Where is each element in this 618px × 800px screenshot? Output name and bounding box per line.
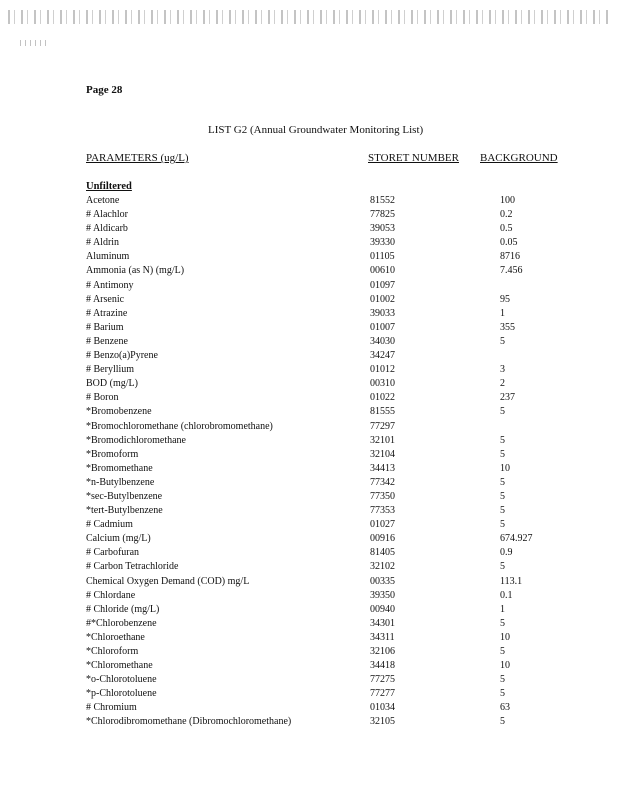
storet-cell: 32101: [370, 434, 395, 446]
table-row: [0, 250, 618, 264]
parameter-cell: *Chlorodibromomethane (Dibromochloromethane): [86, 716, 292, 728]
storet-cell: 77825: [370, 209, 395, 221]
page-number: Page 28: [86, 84, 123, 96]
storet-cell: 81552: [370, 195, 395, 206]
storet-cell: 77297: [370, 420, 395, 432]
background-cell: 355: [500, 321, 515, 333]
table-row: [0, 575, 618, 589]
storet-cell: 32104: [370, 448, 395, 460]
parameter-cell: *Bromoform: [86, 448, 139, 460]
parameter-cell: # Cadmium: [86, 519, 133, 531]
table-row: [0, 293, 618, 307]
parameter-cell: *tert-Butylbenzene: [86, 505, 163, 517]
table-row: [0, 391, 618, 405]
background-cell: 0.5: [500, 223, 513, 235]
table-row: [0, 490, 618, 504]
parameter-cell: # Antimony: [86, 279, 134, 291]
background-cell: 5: [500, 448, 505, 460]
parameter-cell: Acetone: [86, 195, 120, 206]
storet-cell: 01022: [370, 392, 395, 404]
parameter-cell: # Benzo(a)Pyrene: [86, 350, 158, 362]
table-row: [0, 377, 618, 391]
table-row: [0, 560, 618, 574]
parameter-cell: # Carbofuran: [86, 547, 140, 559]
parameter-cell: *Chloroform: [86, 646, 139, 657]
parameter-cell: Calcium (mg/L): [86, 533, 151, 545]
table-row: [0, 335, 618, 349]
storet-cell: 34418: [370, 660, 395, 672]
storet-cell: 01002: [370, 293, 395, 305]
background-cell: 5: [500, 476, 505, 488]
parameter-cell: BOD (mg/L): [86, 378, 138, 390]
background-cell: 5: [500, 406, 505, 418]
storet-cell: 32106: [370, 646, 395, 657]
background-cell: 0.9: [500, 547, 513, 559]
background-cell: 63: [500, 702, 510, 714]
table-row: [0, 715, 618, 729]
storet-cell: 77275: [370, 674, 395, 686]
table-row: [0, 405, 618, 419]
scan-noise-top: [8, 10, 608, 24]
storet-cell: 34413: [370, 462, 395, 474]
background-cell: 1: [500, 307, 505, 319]
storet-cell: 77277: [370, 688, 395, 700]
storet-cell: 77342: [370, 476, 395, 488]
storet-cell: 34311: [370, 631, 395, 643]
storet-cell: 00940: [370, 603, 395, 615]
background-cell: 5: [500, 519, 505, 531]
background-cell: 1: [500, 603, 505, 615]
storet-cell: 81405: [370, 547, 395, 559]
background-cell: 2: [500, 378, 505, 390]
parameter-cell: *Bromodichloromethane: [86, 434, 186, 446]
parameter-cell: # Chlordane: [86, 589, 136, 601]
parameter-table: [0, 194, 618, 730]
storet-cell: 39350: [370, 589, 395, 601]
table-row: [0, 307, 618, 321]
table-row: [0, 194, 618, 208]
parameter-cell: # Chromium: [86, 702, 137, 714]
table-row: [0, 462, 618, 476]
storet-cell: 00335: [370, 575, 395, 587]
table-row: [0, 208, 618, 222]
parameter-cell: Ammonia (as N) (mg/L): [86, 265, 185, 277]
table-row: [0, 349, 618, 363]
storet-cell: 32102: [370, 561, 395, 573]
parameter-cell: # Aldrin: [86, 237, 120, 249]
storet-cell: 39053: [370, 223, 395, 235]
parameter-cell: *o-Chlorotoluene: [86, 674, 157, 686]
storet-cell: 00310: [370, 378, 395, 390]
background-cell: 3: [500, 364, 505, 376]
table-row: [0, 617, 618, 631]
parameter-cell: # Alachlor: [86, 209, 128, 221]
table-row: [0, 420, 618, 434]
background-cell: 113.1: [500, 575, 523, 587]
parameter-cell: # Chloride (mg/L): [86, 603, 160, 615]
background-cell: 674.927: [500, 533, 533, 545]
parameter-cell: *sec-Butylbenzene: [86, 490, 163, 502]
storet-cell: 01105: [370, 251, 395, 263]
storet-cell: 39330: [370, 237, 395, 249]
parameter-cell: # Arsenic: [86, 293, 125, 305]
table-row: [0, 532, 618, 546]
background-cell: 5: [500, 674, 505, 686]
background-cell: 5: [500, 617, 505, 629]
table-row: [0, 363, 618, 377]
table-row: [0, 321, 618, 335]
storet-cell: 01012: [370, 364, 395, 376]
parameter-cell: # Carbon Tetrachloride: [86, 561, 179, 573]
background-cell: 5: [500, 561, 505, 573]
background-cell: 5: [500, 646, 505, 657]
storet-cell: 39033: [370, 307, 395, 319]
storet-cell: 77353: [370, 505, 395, 517]
background-cell: 95: [500, 293, 510, 305]
storet-cell: 32105: [370, 716, 395, 728]
storet-cell: 77350: [370, 490, 395, 502]
parameter-cell: *Chloromethane: [86, 660, 153, 672]
table-row: [0, 504, 618, 518]
background-cell: 5: [500, 716, 505, 728]
parameter-cell: # Barium: [86, 321, 124, 333]
table-row: [0, 589, 618, 603]
parameter-cell: # Aldicarb: [86, 223, 128, 235]
background-cell: 0.1: [500, 589, 513, 601]
table-row: [0, 279, 618, 293]
column-header-parameters: PARAMETERS (ug/L): [86, 152, 189, 164]
parameter-cell: #*Chlorobenzene: [86, 617, 157, 629]
storet-cell: 00916: [370, 533, 395, 545]
table-row: [0, 673, 618, 687]
storet-cell: 34301: [370, 617, 395, 629]
storet-cell: 81555: [370, 406, 395, 418]
table-row: [0, 645, 618, 659]
table-row: [0, 603, 618, 617]
table-row: [0, 518, 618, 532]
storet-cell: 01027: [370, 519, 395, 531]
background-cell: 10: [500, 660, 510, 672]
storet-cell: 00610: [370, 265, 395, 277]
table-row: [0, 701, 618, 715]
parameter-cell: # Boron: [86, 392, 119, 404]
background-cell: 237: [500, 392, 515, 404]
parameter-cell: Aluminum: [86, 251, 130, 263]
background-cell: 0.2: [500, 209, 513, 221]
table-row: [0, 264, 618, 278]
background-cell: 5: [500, 490, 505, 502]
parameter-cell: # Atrazine: [86, 307, 128, 319]
table-row: [0, 236, 618, 250]
table-row: [0, 659, 618, 673]
storet-cell: 34247: [370, 350, 395, 362]
background-cell: 10: [500, 462, 510, 474]
background-cell: 5: [500, 335, 505, 347]
table-row: [0, 687, 618, 701]
parameter-cell: *Bromochloromethane (chlorobromomethane): [86, 420, 273, 432]
parameter-cell: *n-Butylbenzene: [86, 476, 155, 488]
background-cell: 7.456: [500, 265, 523, 277]
table-row: [0, 631, 618, 645]
table-row: [0, 546, 618, 560]
background-cell: 5: [500, 688, 505, 700]
parameter-cell: *Bromobenzene: [86, 406, 152, 418]
parameter-cell: *Chloroethane: [86, 631, 145, 643]
storet-cell: 34030: [370, 335, 395, 347]
table-row: [0, 222, 618, 236]
parameter-cell: Chemical Oxygen Demand (COD) mg/L: [86, 575, 250, 587]
table-row: [0, 434, 618, 448]
section-heading: Unfiltered: [86, 181, 132, 192]
parameter-cell: *p-Chlorotoluene: [86, 688, 157, 700]
background-cell: 10: [500, 631, 510, 643]
parameter-cell: # Beryllium: [86, 364, 135, 376]
column-header-storet: STORET NUMBER: [368, 152, 459, 164]
storet-cell: 01007: [370, 321, 395, 333]
parameter-cell: # Benzene: [86, 335, 128, 347]
scan-noise-mark: [20, 40, 50, 46]
column-header-background: BACKGROUND: [480, 152, 558, 164]
background-cell: 8716: [500, 251, 520, 263]
background-cell: 5: [500, 505, 505, 517]
storet-cell: 01034: [370, 702, 395, 714]
background-cell: 0.05: [500, 237, 518, 249]
background-cell: 100: [500, 195, 515, 206]
table-row: [0, 448, 618, 462]
table-row: [0, 476, 618, 490]
storet-cell: 01097: [370, 279, 395, 291]
page-title: LIST G2 (Annual Groundwater Monitoring List): [208, 124, 424, 136]
parameter-cell: *Bromomethane: [86, 462, 153, 474]
background-cell: 5: [500, 434, 505, 446]
